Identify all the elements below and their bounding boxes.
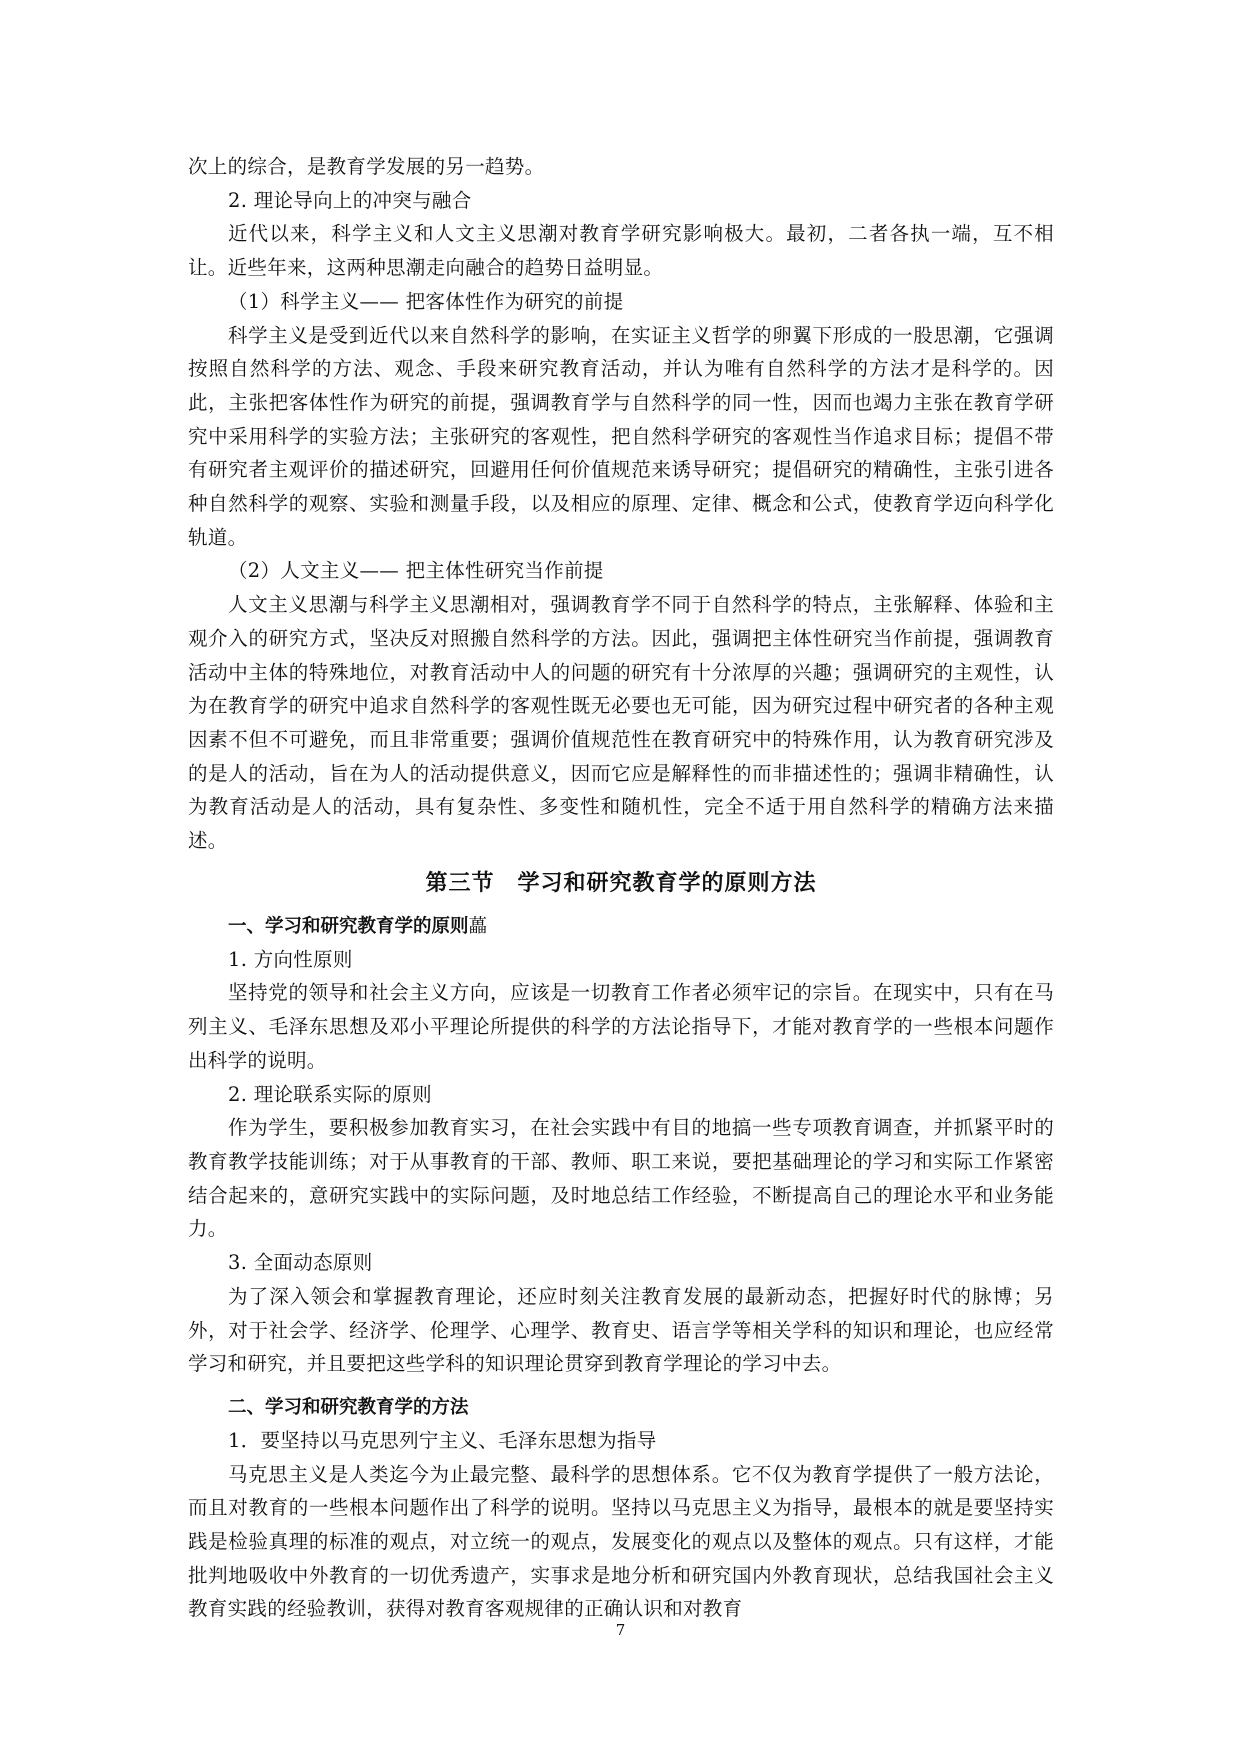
paragraph-dyn-h: 3. 全面动态原则 <box>228 1251 373 1275</box>
paragraph-marx: 马克思主义是人类迄今为止最完整、最科学的思想体系。它不仅为教育学提供了一般方法论，而且对教育的一些根本问题作出了科学的说明。坚持以马克思主义为指导，最根本的就是要坚持实践是检验真理的标准的观点，对立统一的观点，发展变化的观点以及整体的观点。只有这样，才能批判地吸收中外教育的一切优秀遗产，实事求是地分析和研究国内外教育现状，总结我国社会主义教育实践的经验教训，获得对教育客观规律的正确认识和对教育 <box>188 1462 1054 1621</box>
section-title: 第三节 学习和研究教育学的原则方法 <box>425 870 817 896</box>
spacer <box>188 1381 1054 1391</box>
subsection-title-principles-text: 一、学习和研究教育学的原则 <box>228 915 469 937</box>
paragraph-cont: 次上的综合，是教育学发展的另一趋势。 <box>188 155 545 178</box>
subsection-title-methods: 二、学习和研究教育学的方法 <box>228 1396 469 1418</box>
paragraph-dyn: 为了深入领会和掌握教育理论，还应时刻关注教育发展的最新动态，把握好时代的脉博；另外，对于社会学、经济学、伦理学、心理学、教育史、语言学等相关学科的知识和理论，也应经常学习和研究，并且要把这些学科的知识理论贯穿到教育学理论的学习中去。 <box>188 1284 1054 1376</box>
text-block-middle <box>188 943 1054 1381</box>
text-block-top <box>188 150 1054 858</box>
paragraph-sci: 科学主义是受到近代以来自然科学的影响，在实证主义哲学的卵翼下形成的一股思潮，它强调按照自然科学的方法、观念、手段来研究教育活动，并认为唯有自然科学的方法才是科学的。因此，主张把客体性作为研究的前提，强调教育学与自然科学的同一性，因而也竭力主张在教育学研究中采用科学的实验方法；主张研究的客观性，把自然科学研究的客观性当作追求目标；提倡不带有研究者主观评价的描述研究，回避用任何价值规范来诱导研究；提倡研究的精确性，主张引进各种自然科学的观察、实验和测量手段，以及相应的原理、定律、概念和公式，使教育学迈向科学化轨道。 <box>188 323 1054 549</box>
paragraph-dir-h: 1. 方向性原则 <box>228 947 353 971</box>
paragraph-theory: 作为学生，要积极参加教育实习，在社会实践中有目的地搞一些专项教育调查，并抓紧平时的教育教学技能训练；对于从事教育的干部、教师、职工来说，要把基础理论的学习和实际工作紧密结合起来的，意研究实践中的实际问题，及时地总结工作经验，不断提高自己的理论水平和业务能力。 <box>188 1116 1054 1241</box>
paragraph-marx-h: 1．要坚持以马克思列宁主义、毛泽东思想为指导 <box>228 1428 657 1452</box>
page-number: 7 <box>615 1621 626 1639</box>
paragraph-h2: 2. 理论导向上的冲突与融合 <box>228 188 472 212</box>
subsection-title-principles-tail: 藟 <box>468 915 488 937</box>
paragraph-intro: 近代以来，科学主义和人文主义思潮对教育学研究影响极大。最初，二者各执一端，互不相让。近些年来，这两种思潮走向融合的趋势日益明显。 <box>188 222 1054 280</box>
paragraph-theory-h: 2. 理论联系实际的原则 <box>228 1082 432 1106</box>
paragraph-dir: 坚持党的领导和社会主义方向，应该是一切教育工作者必须牢记的宗旨。在现实中，只有在马列主义、毛泽东思想及邓小平理论所提供的科学的方法论指导下，才能对教育学的一些根本问题作出科学的说明。 <box>188 981 1054 1072</box>
document-page <box>188 150 1054 1626</box>
paragraph-sci-h: （1）科学主义—— 把客体性作为研究的前提 <box>228 289 624 313</box>
text-block-bottom <box>188 1424 1054 1626</box>
subsection-title-principles <box>188 910 1054 943</box>
paragraph-hum-h: （2）人文主义—— 把主体性研究当作前提 <box>228 559 604 583</box>
paragraph-hum: 人文主义思潮与科学主义思潮相对，强调教育学不同于自然科学的特点，主张解释、体验和主观介入的研究方式，坚决反对照搬自然科学的方法。因此，强调把主体性研究当作前提，强调教育活动中主体的特殊地位，对教育活动中人的问题的研究有十分浓厚的兴趣；强调研究的主观性，认为在教育学的研究中追求自然科学的客观性既无必要也无可能，因为研究过程中研究者的各种主观因素不但不可避免，而且非常重要；强调价值规范性在教育研究中的特殊作用，认为教育研究涉及的是人的活动，旨在为人的活动提供意义，因而它应是解释性的而非描述性的；强调非精确性，认为教育活动是人的活动，具有复杂性、多变性和随机性，完全不适于用自然科学的精确方法来描述。 <box>188 593 1054 853</box>
